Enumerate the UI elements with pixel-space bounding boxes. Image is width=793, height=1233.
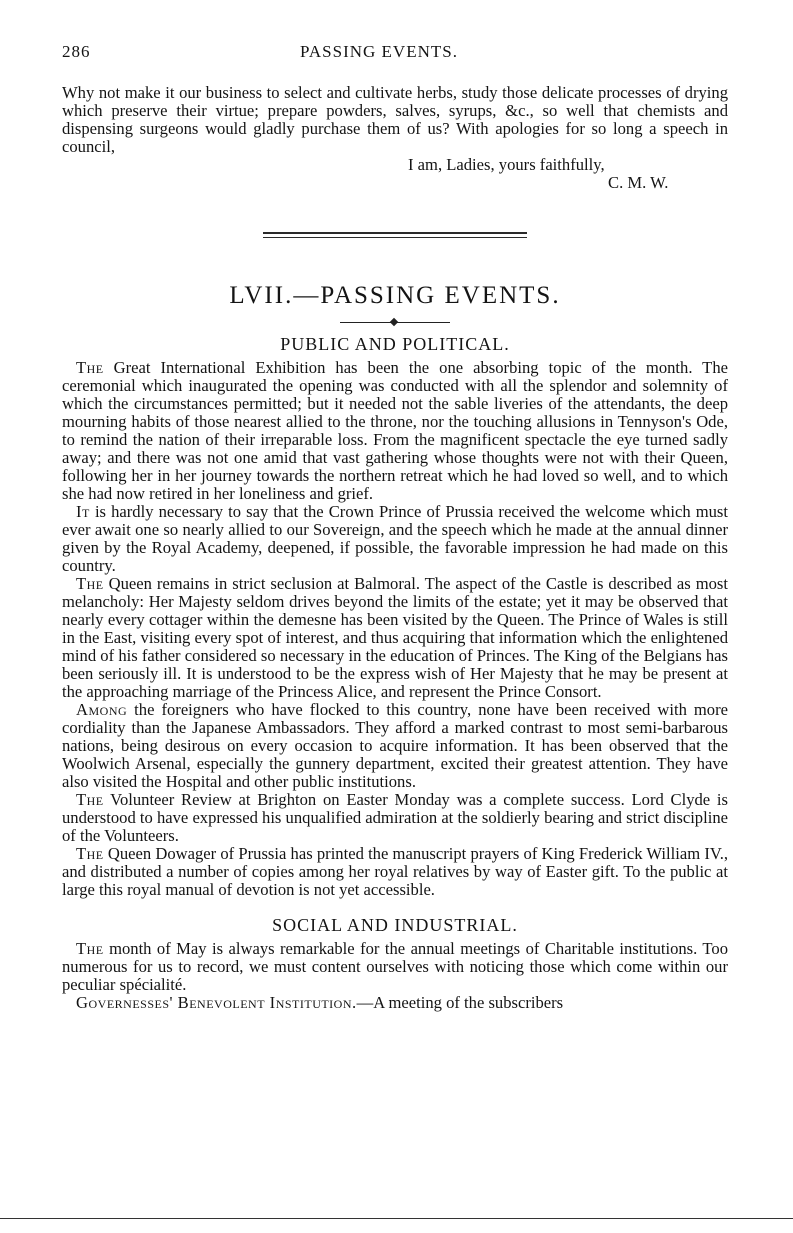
page-number: 286 — [62, 42, 91, 61]
running-head — [62, 42, 728, 66]
letter-initials: C. M. W. — [608, 173, 669, 192]
paragraph-volunteer-review — [62, 791, 728, 845]
section-divider — [263, 232, 527, 238]
paragraph-text: Volunteer Review at Brighton on Easter Monday was a complete success. Lord Clyde is understood to have expressed his unqualified admiration at the soldierly bearing and strict discipline of the Volunteers. — [62, 790, 728, 845]
letter-sign-off: I am, Ladies, yours faithfully, — [408, 155, 605, 174]
page — [62, 42, 728, 1012]
paragraph-text: month of May is always remarkable for the annual meetings of Charitable institutions. Too numerous for us to record, we must content ourselves with noticing those which come within our peculiar spécialité. — [62, 939, 728, 994]
paragraph-text: Queen Dowager of Prussia has printed the manuscript prayers of King Frederick William IV., and distributed a number of copies among her royal relatives by way of Easter gift. To the public at large this royal manual of devotion is not yet accessible. — [62, 844, 728, 899]
paragraph-crown-prince — [62, 503, 728, 575]
paragraph-text: the foreigners who have flocked to this country, none have been received with more cordiality than the Japanese Ambassadors. They afford a marked contrast to most semi-barbarous nations, being desirous on every occasion to acquire information. It has been observed that the Woolwich Arsenal, especially the gunnery department, excited their greatest attention. They have also visited the Hospital and other public institutions. — [62, 700, 728, 791]
paragraph-governesses — [62, 994, 728, 1012]
paragraph-lead: The — [76, 790, 104, 809]
paragraph-exhibition — [62, 359, 728, 503]
page-bottom-rule — [0, 1218, 793, 1219]
paragraph-lead: The — [76, 939, 104, 958]
paragraph-lead: It — [76, 502, 90, 521]
paragraph-queen-dowager — [62, 845, 728, 899]
paragraph-lead: The — [76, 358, 104, 377]
ornament-divider — [340, 318, 450, 328]
paragraph-may-meetings — [62, 940, 728, 994]
paragraph-japanese-ambassadors — [62, 701, 728, 791]
paragraph-lead: Governesses' Benevolent Institution. — [76, 993, 357, 1012]
running-title: PASSING EVENTS. — [300, 42, 458, 61]
paragraph-text: Queen remains in strict seclusion at Balmoral. The aspect of the Castle is described as most melancholy: Her Majesty seldom drives beyond the limits of the estate; yet it may be observed that nearly every cottager within the demesne has been visited by the Queen. The Prince of Wales is still in the East, visiting every spot of interest, and thus acquiring that information which the enlightened mind of his father considered so necessary in the education of Princes. The King of the Belgians has been seriously ill. It is understood to be the express wish of Her Majesty that he may be present at the approaching marriage of the Princess Alice, and represent the Prince Consort. — [62, 574, 728, 701]
section-heading-public: PUBLIC AND POLITICAL. — [280, 334, 510, 354]
chapter-title: LVII.—PASSING EVENTS. — [229, 282, 561, 309]
paragraph-text: is hardly necessary to say that the Crown Prince of Prussia received the welcome which must ever await one so nearly allied to our Sovereign, and the speech which he made at the annual dinner given by the Royal Academy, deepened, if possible, the favorable impression he had made on this country. — [62, 502, 728, 575]
paragraph-lead: The — [76, 844, 104, 863]
paragraph-text: Great International Exhibition has been the one absorbing topic of the month. The ceremonial which inaugurated the opening was conducted with all the splendor and solemnity of which the circumstances permitted; but it needed not the sable liveries of the attendants, the deep mourning habits of those nearest allied to the throne, nor the touching allusions in Tennyson's Ode, to remind the nation of their irreparable loss. From the magnificent spectacle the eye turned sadly away; and there was not one amid that vast gathering whose thoughts were not with their Queen, following her in her journey towards the northern retreat which he had loved so well, and to which she had now retired in her loneliness and grief. — [62, 358, 728, 503]
paragraph-lead: The — [76, 574, 104, 593]
paragraph-text: —A meeting of the subscribers — [356, 993, 564, 1012]
paragraph-queen-balmoral — [62, 575, 728, 701]
section-heading-social: SOCIAL AND INDUSTRIAL. — [272, 915, 518, 935]
paragraph-lead: Among — [76, 700, 128, 719]
letter-closing-paragraph: Why not make it our business to select and cultivate herbs, study those delicate processes of drying which preserve their virtue; prepare powders, salves, syrups, &c., so well that chemists and dispensing surgeons would gladly purchase them of us? With apologies for so long a speech in council, — [62, 83, 728, 156]
